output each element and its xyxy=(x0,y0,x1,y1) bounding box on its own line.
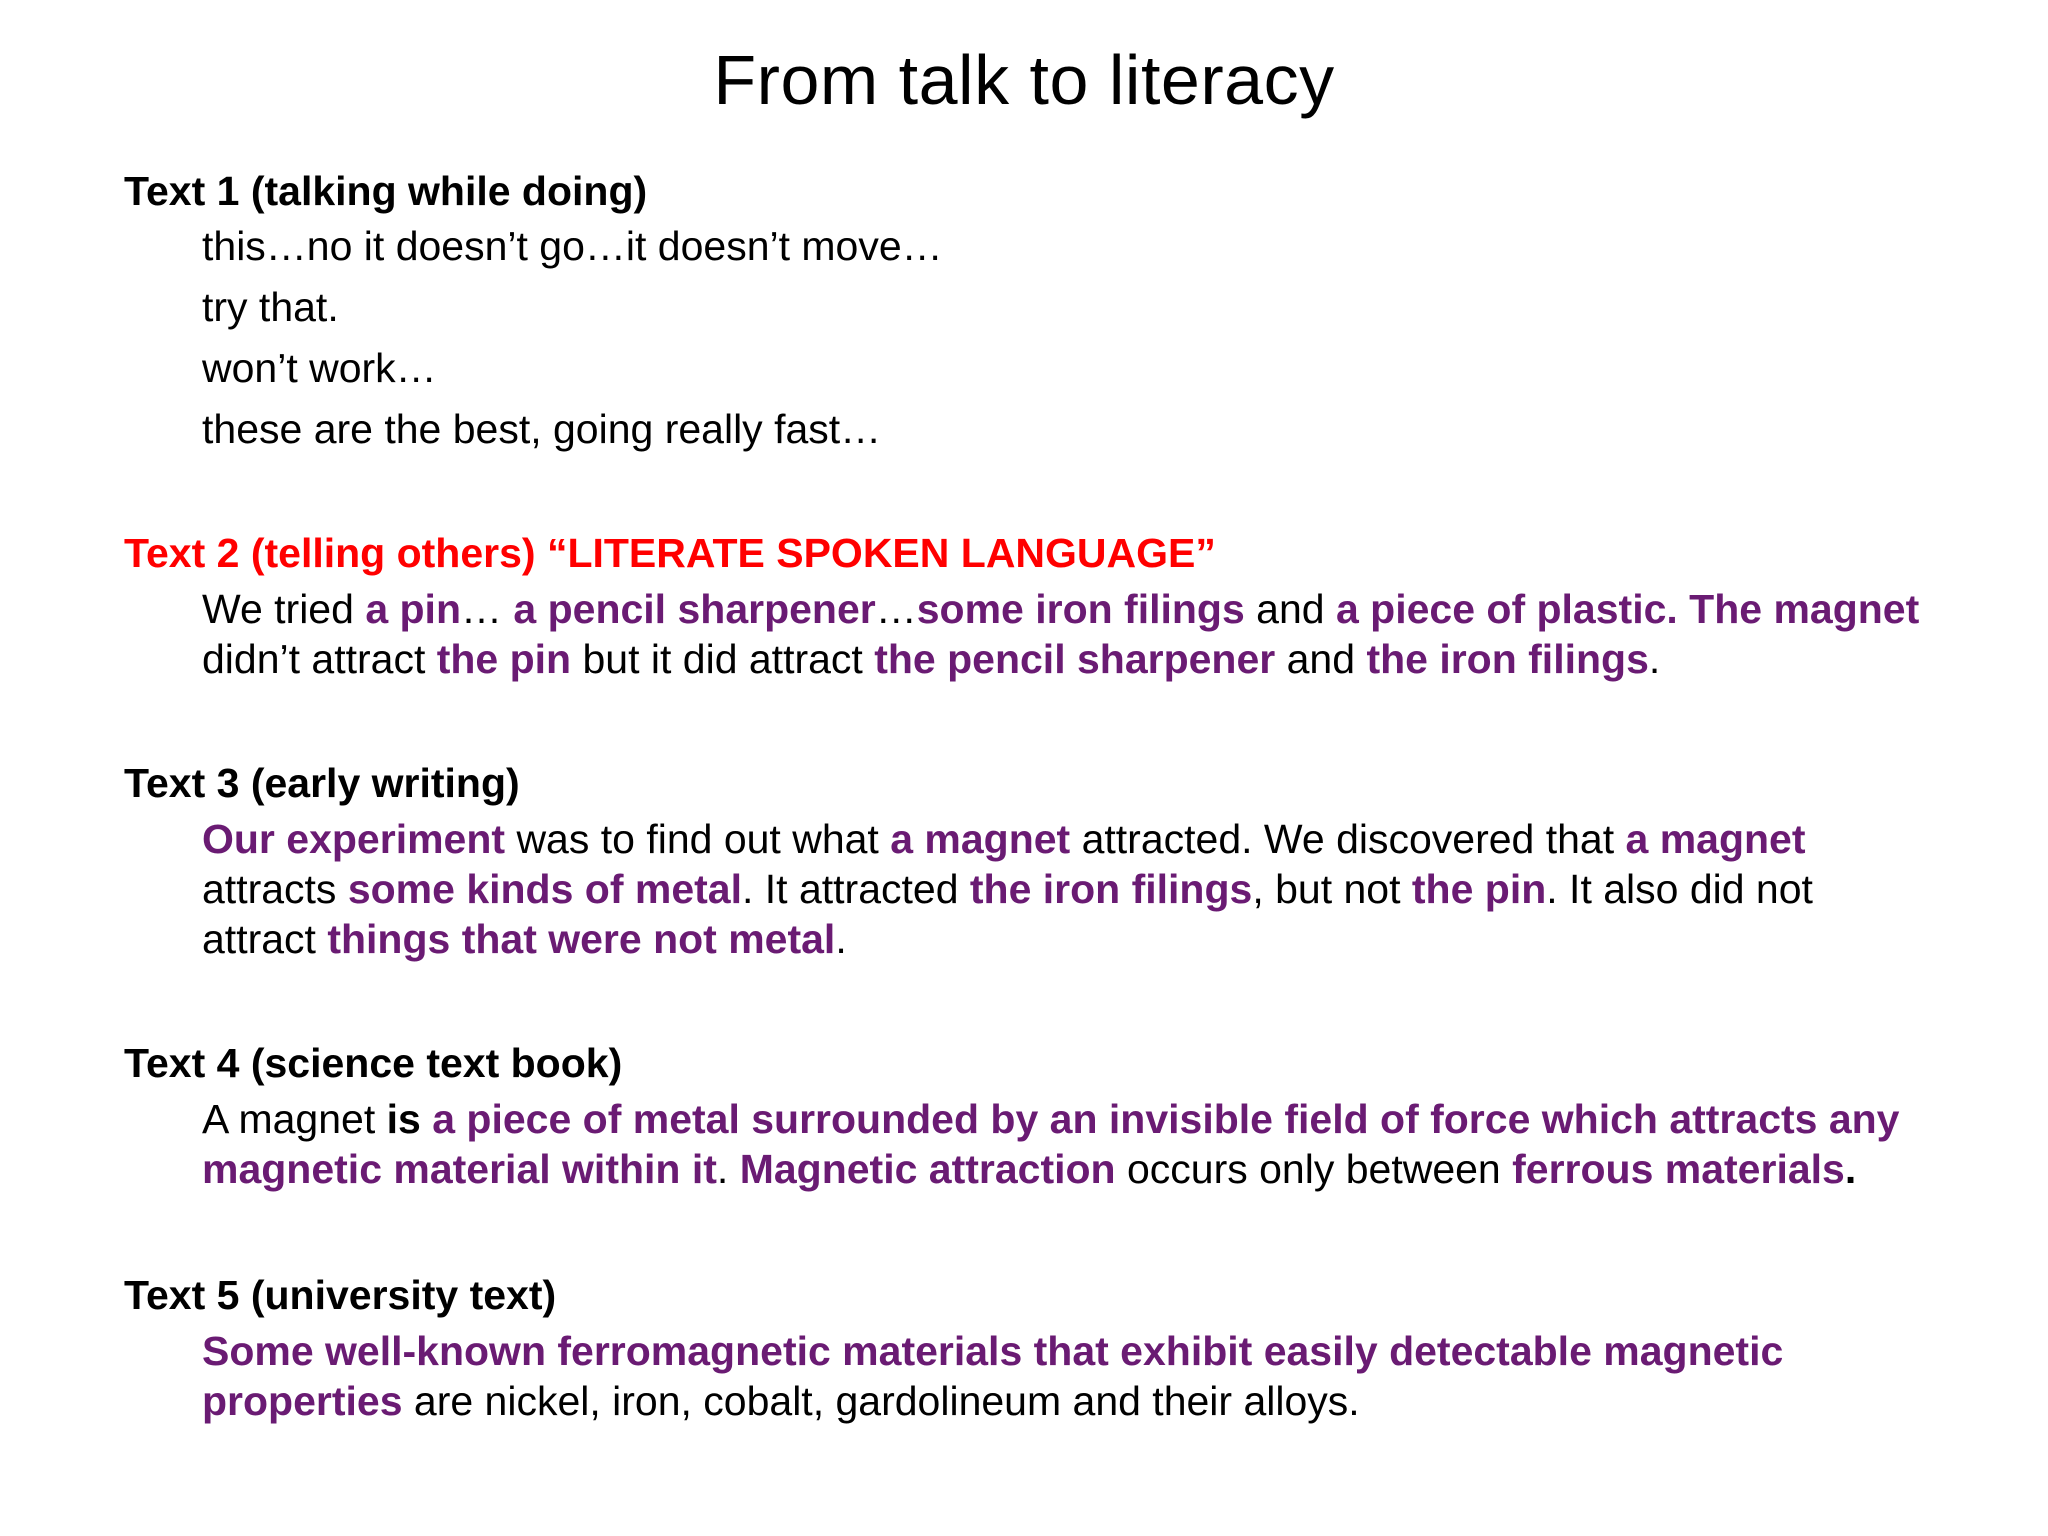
highlight-phrase: things that were not metal xyxy=(327,916,836,962)
text2-heading: Text 2 (telling others) “LITERATE SPOKEN LANGUAGE” xyxy=(124,530,1216,576)
text4-section xyxy=(124,1038,1924,1194)
text5-row-2 xyxy=(202,1376,1924,1426)
text3-section xyxy=(124,758,1924,964)
text-run: attract xyxy=(202,916,328,962)
text4-paragraph xyxy=(124,1094,1924,1194)
bold-word: is xyxy=(386,1096,421,1142)
highlight-phrase: the pencil sharpener xyxy=(874,636,1276,682)
text-run: are nickel, iron, cobalt, gardolineum and their alloys. xyxy=(402,1378,1360,1424)
text3-row-1 xyxy=(202,814,1924,864)
text2-row-2 xyxy=(202,634,1924,684)
highlight-phrase: ferrous materials xyxy=(1512,1146,1845,1192)
highlight-phrase: the pin xyxy=(1411,866,1547,912)
text-run xyxy=(421,1096,432,1142)
highlight-phrase: a piece of plastic. The magnet xyxy=(1335,586,1920,632)
text1-heading: Text 1 (talking while doing) xyxy=(124,168,648,214)
text3-paragraph xyxy=(124,814,1924,964)
text-run: and xyxy=(1275,636,1367,682)
highlight-phrase: the iron filings xyxy=(1366,636,1649,682)
text5-section xyxy=(124,1270,1924,1426)
text-run: A magnet xyxy=(202,1096,387,1142)
text-run: was to find out what xyxy=(505,816,891,862)
text3-row-2 xyxy=(202,864,1924,914)
text-run: but it did attract xyxy=(571,636,875,682)
text1-line: these are the best, going really fast… xyxy=(202,406,882,452)
text1-section xyxy=(124,166,1924,460)
text3-heading: Text 3 (early writing) xyxy=(124,760,520,806)
text-run: and xyxy=(1244,586,1336,632)
text-run: . xyxy=(835,916,847,962)
text4-row-1 xyxy=(202,1094,1924,1144)
text-run: , but not xyxy=(1252,866,1412,912)
highlight-phrase: some iron filings xyxy=(916,586,1245,632)
text2-row-1 xyxy=(202,584,1924,634)
text2-paragraph xyxy=(124,584,1924,684)
highlight-phrase: magnetic material within it xyxy=(202,1146,717,1192)
text-run: … xyxy=(875,586,917,632)
text3-row-3 xyxy=(202,914,1924,964)
highlight-phrase: a pin xyxy=(365,586,461,632)
highlight-phrase: Some well-known ferromagnetic materials that exhibit easily detectable magnetic xyxy=(202,1328,1784,1374)
text-run: attracted. We discovered that xyxy=(1070,816,1626,862)
text5-heading: Text 5 (university text) xyxy=(124,1272,557,1318)
text4-row-2 xyxy=(202,1144,1924,1194)
text1-line: try that. xyxy=(202,284,339,330)
text4-heading: Text 4 (science text book) xyxy=(124,1040,623,1086)
text-run: We tried xyxy=(202,586,366,632)
text-run: . It also did not xyxy=(1546,866,1813,912)
slide-title: From talk to literacy xyxy=(713,41,1335,119)
text5-paragraph xyxy=(124,1326,1924,1426)
text-run: . xyxy=(1648,636,1661,682)
highlight-phrase: a pencil sharpener xyxy=(513,586,876,632)
text1-line: won’t work… xyxy=(202,345,437,391)
highlight-phrase: Our experiment xyxy=(202,816,506,862)
text-run: . xyxy=(716,1146,740,1192)
text1-line: this…no it doesn’t go…it doesn’t move… xyxy=(202,223,943,269)
text5-row-1 xyxy=(202,1326,1924,1376)
highlight-phrase: a magnet xyxy=(1625,816,1806,862)
highlight-phrase: a magnet xyxy=(890,816,1071,862)
highlight-phrase: the iron filings xyxy=(969,866,1253,912)
bold-period: . xyxy=(1844,1146,1857,1192)
highlight-phrase: some kinds of metal xyxy=(347,866,742,912)
text-run: didn’t attract xyxy=(202,636,437,682)
text-run: . It attracted xyxy=(742,866,970,912)
highlight-phrase: a piece of metal surrounded by an invisible field of force which attracts any xyxy=(432,1096,1900,1142)
highlight-phrase: properties xyxy=(202,1378,403,1424)
highlight-phrase: the pin xyxy=(436,636,572,682)
highlight-phrase: Magnetic attraction xyxy=(739,1146,1116,1192)
text-run: occurs only between xyxy=(1115,1146,1513,1192)
text-run: … xyxy=(461,586,514,632)
text2-section xyxy=(124,528,1924,684)
text-run: attracts xyxy=(202,866,348,912)
